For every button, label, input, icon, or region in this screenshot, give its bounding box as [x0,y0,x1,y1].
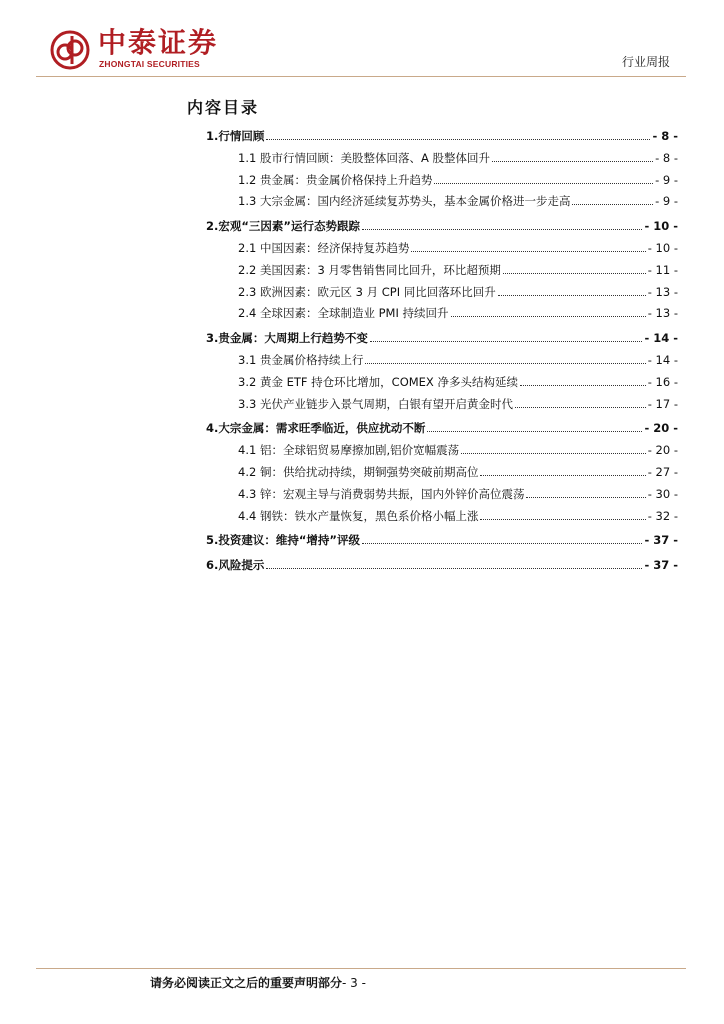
toc-subsection-link[interactable] [206,305,678,327]
toc-entry-label: 2.2 美国因素：3 月零售销售同比回升，环比超预期 [238,262,501,277]
toc-subsection-link[interactable] [206,442,678,464]
toc-section-link[interactable] [206,218,678,240]
toc-dot-leader [461,452,646,454]
toc-dot-leader [370,340,643,342]
header-divider [36,76,686,77]
logo-text-en: ZHONGTAI SECURITIES [99,59,200,69]
toc-entry-page: - 14 - [647,352,678,367]
toc-entry-label: 3.贵金属：大周期上行趋势不变 [206,331,368,346]
page-footer [150,974,366,991]
toc-section-link[interactable] [206,420,678,442]
toc-entry-page: - 32 - [647,508,678,523]
toc-subsection-link[interactable] [206,486,678,508]
toc-title: 内容目录 [187,98,260,117]
toc-section-link[interactable] [206,330,678,352]
toc-entry-label: 1.1 股市行情回顾：美股整体回落、A 股整体回升 [238,150,490,165]
toc-dot-leader [503,272,646,274]
footer-disclaimer: 请务必阅读正文之后的重要声明部分 [150,976,343,990]
toc-dot-leader [572,203,653,205]
toc-entry-page: - 13 - [647,284,678,299]
company-logo [50,26,230,72]
toc-entry-page: - 16 - [647,374,678,389]
toc-entry-page: - 37 - [644,533,678,548]
footer-divider [36,968,686,969]
toc-subsection-link[interactable] [206,464,678,486]
toc-dot-leader [365,362,645,364]
toc-entry-page: - 9 - [655,194,678,209]
toc-entry-label: 1.行情回顾 [206,129,265,143]
page-header [0,0,724,80]
toc-subsection-link[interactable] [206,172,678,194]
toc-dot-leader [427,430,642,432]
toc-subsection-link[interactable] [206,508,678,530]
toc-dot-leader [480,474,645,476]
toc-entry-label: 2.3 欧洲因素：欧元区 3 月 CPI 同比回落环比回升 [238,284,496,299]
toc-entry-label: 3.2 黄金 ETF 持仓环比增加，COMEX 净多头结构延续 [238,374,518,389]
toc-section-link[interactable] [206,128,678,150]
toc-entry-page: - 27 - [647,464,678,479]
toc-entry-label: 2.4 全球因素：全球制造业 PMI 持续回升 [238,306,449,321]
toc-subsection-link[interactable] [206,284,678,306]
toc-subsection-link[interactable] [206,150,678,172]
zhongtai-logo-icon [50,30,90,70]
toc-entry-page: - 17 - [647,396,678,411]
toc-subsection-link[interactable] [206,240,678,262]
toc-entry-page: - 14 - [644,331,678,346]
toc-subsection-link[interactable] [206,352,678,374]
logo-text-cn: 中泰证券 [98,26,219,59]
page-number: - 3 - [342,976,366,990]
toc-entry-label: 4.4 钢铁：铁水产量恢复，黑色系价格小幅上涨 [238,508,479,523]
toc-subsection-link[interactable] [206,193,678,215]
toc-dot-leader [451,315,646,317]
toc-entry-page: - 9 - [655,172,678,187]
toc-entry-label: 2.1 中国因素：经济保持复苏趋势 [238,240,410,255]
toc-dot-leader [520,384,646,386]
toc-section-link[interactable] [206,532,678,554]
toc-entry-label: 3.1 贵金属价格持续上行 [238,352,364,367]
toc-dot-leader [266,567,642,569]
toc-entry-label: 4.大宗金属：需求旺季临近，供应扰动不断 [206,421,426,436]
toc-entry-label: 2.宏观“三因素”运行态势跟踪 [206,219,360,234]
toc-entry-page: - 10 - [647,240,678,255]
toc-entry-page: - 20 - [647,443,678,458]
toc-entry-page: - 37 - [644,558,678,573]
toc-dot-leader [480,518,645,520]
toc-entry-label: 5.投资建议：维持“增持”评级 [206,533,360,548]
toc-entry-label: 4.1 铝：全球铝贸易摩擦加剧,铝价宽幅震荡 [238,443,460,458]
toc-entry-label: 4.2 铜：供给扰动持续，期铜强势突破前期高位 [238,464,479,479]
toc-entry-label: 4.3 锌：宏观主导与消费弱势共振，国内外锌价高位震荡 [238,486,525,501]
toc-entry-page: - 11 - [647,262,678,277]
toc-subsection-link[interactable] [206,262,678,284]
toc-dot-leader [492,160,653,162]
toc-subsection-link[interactable] [206,396,678,418]
toc-dot-leader [411,250,645,252]
toc-dot-leader [362,228,642,230]
toc-entry-label: 3.3 光伏产业链步入景气周期，白银有望开启黄金时代 [238,396,513,411]
document-type-label: 行业周报 [621,55,670,69]
toc-entry-label: 6.风险提示 [206,558,265,573]
toc-entry-page: - 13 - [647,306,678,321]
toc-dot-leader [266,138,650,140]
toc-entry-page: - 10 - [644,219,678,234]
toc-entry-page: - 30 - [647,486,678,501]
toc-dot-leader [498,294,646,296]
toc-dot-leader [526,496,645,498]
toc-dot-leader [515,406,646,408]
toc-entry-label: 1.2 贵金属：贵金属价格保持上升趋势 [238,172,433,187]
toc-entry-page: - 8 - [655,150,678,165]
toc-entry-label: 1.3 大宗金属：国内经济延续复苏势头，基本金属价格进一步走高 [238,194,571,209]
toc-section-link[interactable] [206,557,678,579]
toc-entry-page: - 20 - [644,421,678,436]
toc-dot-leader [434,182,653,184]
toc-dot-leader [362,542,642,544]
table-of-contents [206,128,678,579]
toc-entry-page: - 8 - [652,129,678,143]
toc-subsection-link[interactable] [206,374,678,396]
